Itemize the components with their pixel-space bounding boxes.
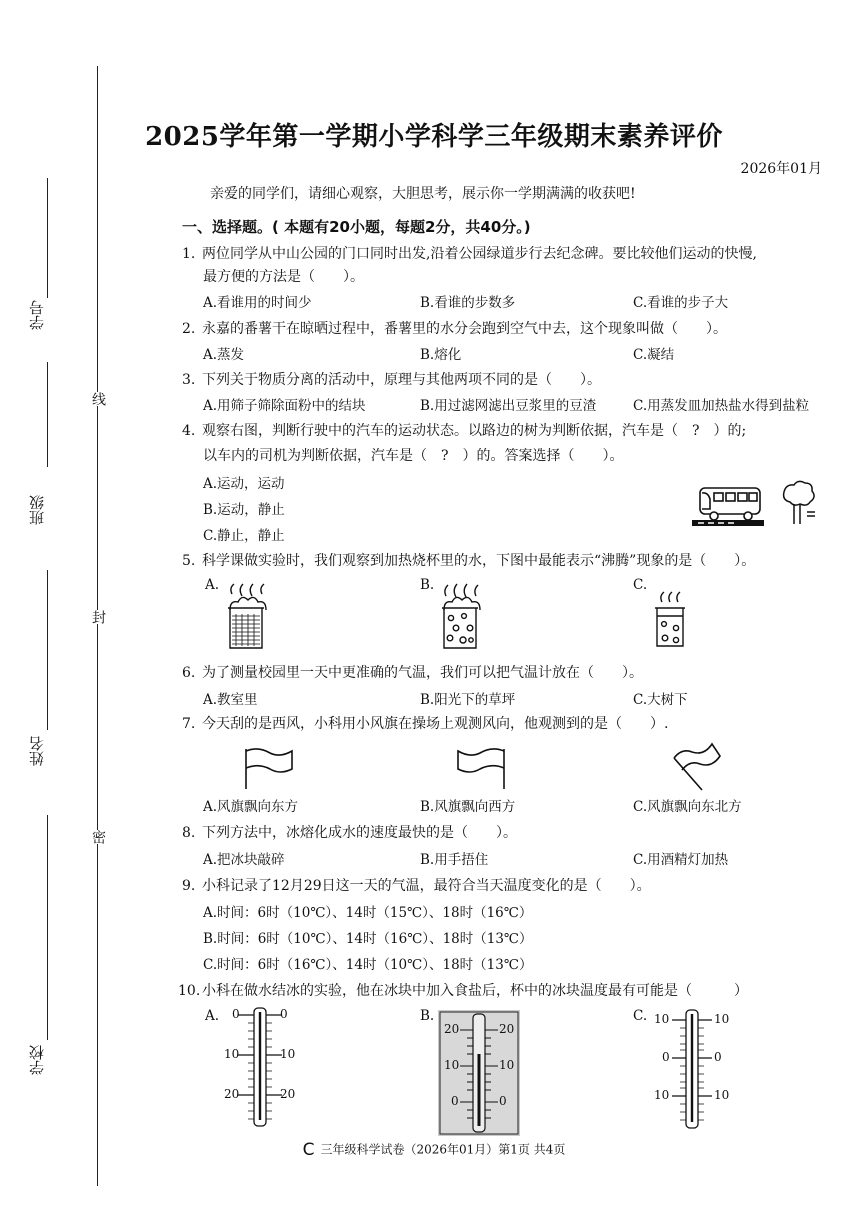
q1-option-a[interactable]: A.看谁用的时间少 (203, 295, 312, 311)
name-underline (47, 570, 48, 730)
flag-c-icon (664, 740, 728, 792)
q10-option-a[interactable]: A. (205, 1008, 220, 1024)
bus-icon (700, 488, 760, 520)
thermo-c-label-left-3: 10 (654, 1088, 670, 1102)
q3-option-c[interactable]: C.用蒸发皿加热盐水得到盐粒 (633, 398, 810, 414)
question-1-cont: 最方便的方法是（ ）。 (203, 269, 364, 285)
thermometer-a-icon (222, 1006, 298, 1130)
thermo-a-label-left-3: 20 (224, 1087, 240, 1101)
question-2: 2. 永嘉的番薯干在晾晒过程中，番薯里的水分会跑到空气中去，这个现象叫做（ ）。 (182, 321, 727, 337)
flag-b-icon (452, 745, 512, 791)
exam-date: 2026年01月 (740, 161, 822, 177)
q8-option-c[interactable]: C.用酒精灯加热 (633, 852, 729, 868)
question-4-cont: 以车内的司机为判断依据，汽车是（ ? ）的。答案选择（ ）。 (203, 448, 624, 464)
q7-option-c[interactable]: C.风旗飘向东北方 (633, 799, 742, 815)
q4-option-c[interactable]: C.静止，静止 (203, 528, 285, 544)
question-5: 5. 科学课做实验时，我们观察到加热烧杯里的水，下图中最能表示“沸腾”现象的是（ ）。 (182, 553, 756, 569)
thermo-c-label-right-3: 10 (714, 1088, 730, 1102)
school-underline (47, 815, 48, 1040)
class-label: 班级 (28, 495, 46, 525)
question-1: 1. 两位同学从中山公园的门口同时出发,沿着公园绿道步行去纪念碑。要比较他们运动的快慢, (182, 246, 757, 262)
thermo-b-label-left-2: 10 (444, 1058, 460, 1072)
q4-option-b[interactable]: B.运动，静止 (203, 502, 285, 518)
thermo-a-label-right-2: 10 (280, 1047, 296, 1061)
q5-option-a[interactable]: A. (205, 577, 220, 593)
class-underline (47, 362, 48, 467)
seal-char-seal: 封 (90, 610, 106, 624)
thermo-b-label-left-3: 0 (451, 1094, 459, 1108)
q7-option-a[interactable]: A.风旗飘向东方 (203, 799, 299, 815)
q6-option-c[interactable]: C.大树下 (633, 692, 688, 708)
section-heading: 一、选择题。( 本题有20小题，每题2分，共40分。) (182, 218, 531, 236)
q5-option-b[interactable]: B. (420, 577, 435, 593)
q7-option-b[interactable]: B.风旗飘向西方 (420, 799, 516, 815)
thermo-a-label-right-3: 20 (280, 1087, 296, 1101)
q5-option-c[interactable]: C. (633, 577, 648, 593)
question-10: 10. 小科在做水结冰的实验，他在冰块中加入食盐后，杯中的冰块温度最有可能是（ ） (178, 983, 748, 999)
thermo-a-label-right-1: 0 (280, 1007, 288, 1021)
thermo-a-label-left-1: 0 (232, 1007, 240, 1021)
bus-tree-illustration (690, 478, 830, 534)
thermo-b-label-left-1: 20 (444, 1022, 460, 1036)
school-label: 学校 (28, 1045, 46, 1075)
q9-option-c[interactable]: C.时间：6时（16℃）、14时（10℃）、18时（13℃） (203, 957, 533, 973)
binding-line (97, 66, 98, 1186)
seal-char-close: 密 (90, 830, 106, 844)
thermometer-b (438, 1010, 520, 1136)
tree-icon (784, 481, 815, 524)
question-3: 3. 下列关于物质分离的活动中，原理与其他两项不同的是（ ）。 (182, 372, 601, 388)
greeting: 亲爱的同学们，请细心观察，大胆思考，展示你一学期满满的收获吧! (210, 186, 636, 202)
page-footer (0, 1140, 868, 1160)
thermo-b-label-right-2: 10 (499, 1058, 515, 1072)
q2-option-c[interactable]: C.凝结 (633, 347, 675, 363)
q8-option-a[interactable]: A.把冰块敲碎 (203, 852, 285, 868)
q1-option-c[interactable]: C.看谁的步子大 (633, 295, 729, 311)
thermo-c-label-left-1: 10 (654, 1012, 670, 1026)
seal-char-line: 线 (90, 392, 106, 406)
student-id-underline (47, 178, 48, 298)
q2-option-b[interactable]: B.熔化 (420, 347, 462, 363)
thermo-c-label-right-1: 10 (714, 1012, 730, 1026)
q9-option-b[interactable]: B.时间：6时（10℃）、14时（16℃）、18时（13℃） (203, 931, 533, 947)
thermo-c-label-right-2: 0 (714, 1050, 722, 1064)
thermometer-c-icon (652, 1008, 732, 1132)
name-label: 姓名 (28, 736, 46, 766)
q10-option-b[interactable]: B. (420, 1008, 435, 1024)
thermo-a-label-left-2: 10 (224, 1047, 240, 1061)
question-7: 7. 今天刮的是西风，小科用小风旗在操场上观测风向，他观测到的是（ ）. (182, 716, 669, 732)
paper-version-mark: C (302, 1140, 315, 1160)
thermo-b-label-right-1: 20 (499, 1022, 515, 1036)
q3-option-b[interactable]: B.用过滤网滤出豆浆里的豆渣 (420, 398, 597, 414)
q3-option-a[interactable]: A.用筛子筛除面粉中的结块 (203, 398, 366, 414)
q6-option-a[interactable]: A.教室里 (203, 692, 258, 708)
thermo-c-label-left-2: 0 (662, 1050, 670, 1064)
question-4: 4. 观察右图，判断行驶中的汽车的运动状态。以路边的树为判断依据，汽车是（ ? ）的; (182, 423, 747, 439)
footer-text: 三年级科学试卷（2026年01月）第1页 共4页 (320, 1142, 566, 1157)
question-8: 8. 下列方法中，冰熔化成水的速度最快的是（ ）。 (182, 825, 517, 841)
q2-option-a[interactable]: A.蒸发 (203, 347, 245, 363)
beaker-b-icon (436, 582, 486, 654)
q9-option-a[interactable]: A.时间：6时（10℃）、14时（15℃）、18时（16℃） (203, 905, 533, 921)
thermometer-a (222, 1006, 298, 1130)
beaker-a-icon (222, 582, 272, 654)
q10-option-c[interactable]: C. (633, 1008, 648, 1024)
beaker-c-icon (650, 588, 690, 654)
question-6: 6. 为了测量校园里一天中更准确的气温，我们可以把气温计放在（ ）。 (182, 665, 643, 681)
q4-option-a[interactable]: A.运动，运动 (203, 476, 285, 492)
student-id-label: 学号 (28, 300, 46, 330)
q8-option-b[interactable]: B.用手捂住 (420, 852, 489, 868)
page-title: 2025学年第一学期小学科学三年级期末素养评价 (145, 122, 723, 152)
q6-option-b[interactable]: B.阳光下的草坪 (420, 692, 516, 708)
q1-option-b[interactable]: B.看谁的步数多 (420, 295, 516, 311)
question-9: 9. 小科记录了12月29日这一天的气温，最符合当天温度变化的是（ ）。 (182, 878, 651, 894)
thermo-b-label-right-3: 0 (499, 1094, 507, 1108)
thermometer-c (652, 1008, 732, 1132)
flag-a-icon (240, 745, 300, 791)
